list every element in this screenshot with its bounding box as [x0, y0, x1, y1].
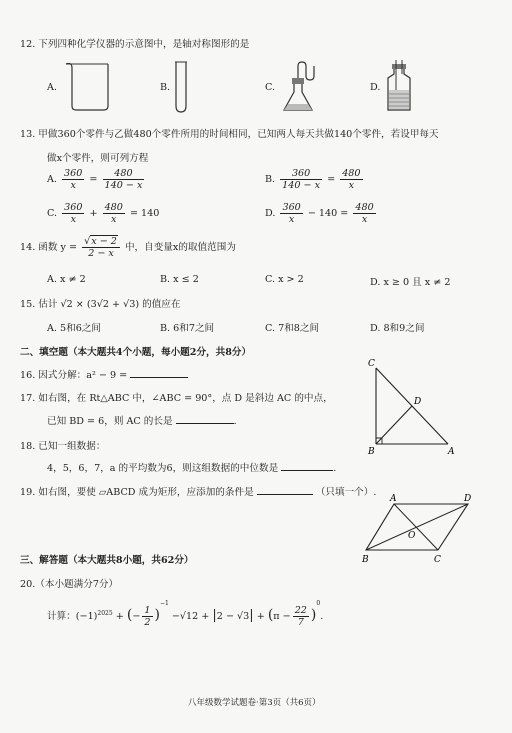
q19-parallelogram-figure: [362, 494, 482, 564]
q12-option-c: C.: [265, 82, 276, 93]
q19-label-b: B: [362, 555, 369, 565]
q20-expression: 计算：$(-1)^{2025}$ + (− $\frac{1}{2}$ )$^{-1}$ −√12 + |2 − √3| + (π − $\frac{22}{7}$ )$^0$.: [47, 600, 324, 628]
q14-option-d: D. x ≥ 0 且 x ≠ 2: [370, 277, 451, 288]
q17-label-a: A: [448, 447, 455, 457]
q14-option-b: B. x ≤ 2: [160, 274, 199, 285]
q15-option-c: C. 7和8之间: [265, 323, 320, 334]
q19-answer-blank[interactable]: [257, 494, 313, 495]
q19-line-1: 19. 如右图，要使 ▱ABCD 成为矩形，应添加的条件是 （只填一个）.: [20, 487, 377, 498]
q17-triangle-figure: [368, 360, 458, 456]
q14-option-a: A. x ≠ 2: [47, 274, 86, 285]
q12-option-d: D.: [370, 82, 381, 93]
q15-option-d: D. 8和9之间: [370, 323, 425, 334]
q16-answer-blank[interactable]: [130, 377, 188, 378]
page-footer: 八年级数学试题卷·第3页（共6页）: [188, 698, 321, 708]
q17-label-d: D: [414, 397, 422, 407]
q12-stem: 12. 下列四种化学仪器的示意图中，是轴对称图形的是: [20, 39, 250, 50]
q16: 16. 因式分解：a² − 9 =: [20, 367, 188, 381]
q15-option-a: A. 5和6之间: [47, 323, 102, 334]
q14-stem: 14. 函数 y = $\frac{√x - 2}{2 - x}$ 中，自变量x的取值范围为: [20, 236, 236, 260]
q19-label-o: O: [408, 531, 416, 541]
q18-line-1: 18. 已知一组数据：: [20, 441, 106, 452]
q17-line-2: 已知 BD = 6，则 AC 的长是 .: [47, 416, 237, 427]
q12-option-b: B.: [160, 82, 171, 93]
flask-icon: [280, 62, 330, 114]
q13-option-a: A. $\frac{360}{x}$ = $\frac{480}{140 - x}$: [47, 168, 143, 192]
q12-option-a: A.: [47, 82, 57, 93]
q14-option-c: C. x > 2: [265, 274, 304, 285]
q13-option-c: C. $\frac{360}{x}$ + $\frac{480}{x}$ = 140: [47, 202, 160, 226]
q19-label-a: A: [390, 494, 397, 504]
q19-label-c: C: [434, 555, 441, 565]
q19-label-d: D: [464, 494, 472, 504]
test-tube-icon: [174, 60, 188, 114]
q17-answer-blank[interactable]: [176, 423, 234, 424]
q17-line-1: 17. 如右图，在 Rt△ABC 中，∠ABC = 90°，点 D 是斜边 AC 的中点，: [20, 393, 333, 404]
gas-bottle-icon: [384, 60, 414, 114]
q13-option-b: B. $\frac{360}{140 - x}$ = $\frac{480}{x}$: [265, 168, 361, 192]
q20-title: 20.（本小题满分7分）: [20, 579, 119, 590]
q15-stem: 15. 估计 √2 × (3√2 + √3) 的值应在: [20, 299, 181, 310]
q17-label-c: C: [368, 359, 375, 369]
q13-stem-2: 做x个零件，则可列方程: [47, 153, 149, 164]
q13-option-d: D. $\frac{360}{x}$ − 140 = $\frac{480}{x}$: [265, 202, 374, 226]
q15-option-b: B. 6和7之间: [160, 323, 215, 334]
q18-answer-blank[interactable]: [281, 470, 333, 471]
beaker-icon: [64, 60, 114, 112]
section-3-heading: 三、解答题（本大题共8小题，共62分）: [20, 555, 194, 566]
section-2-heading: 二、填空题（本大题共4个小题，每小题2分，共8分）: [20, 347, 252, 358]
q18-line-2: 4，5，6，7，a 的平均数为6，则这组数据的中位数是 .: [47, 463, 337, 474]
q13-stem: 13. 甲做360个零件与乙做480个零件所用的时间相同，已知两人每天共做140个零件，若设甲每天: [20, 129, 439, 140]
q17-label-b: B: [368, 447, 375, 457]
